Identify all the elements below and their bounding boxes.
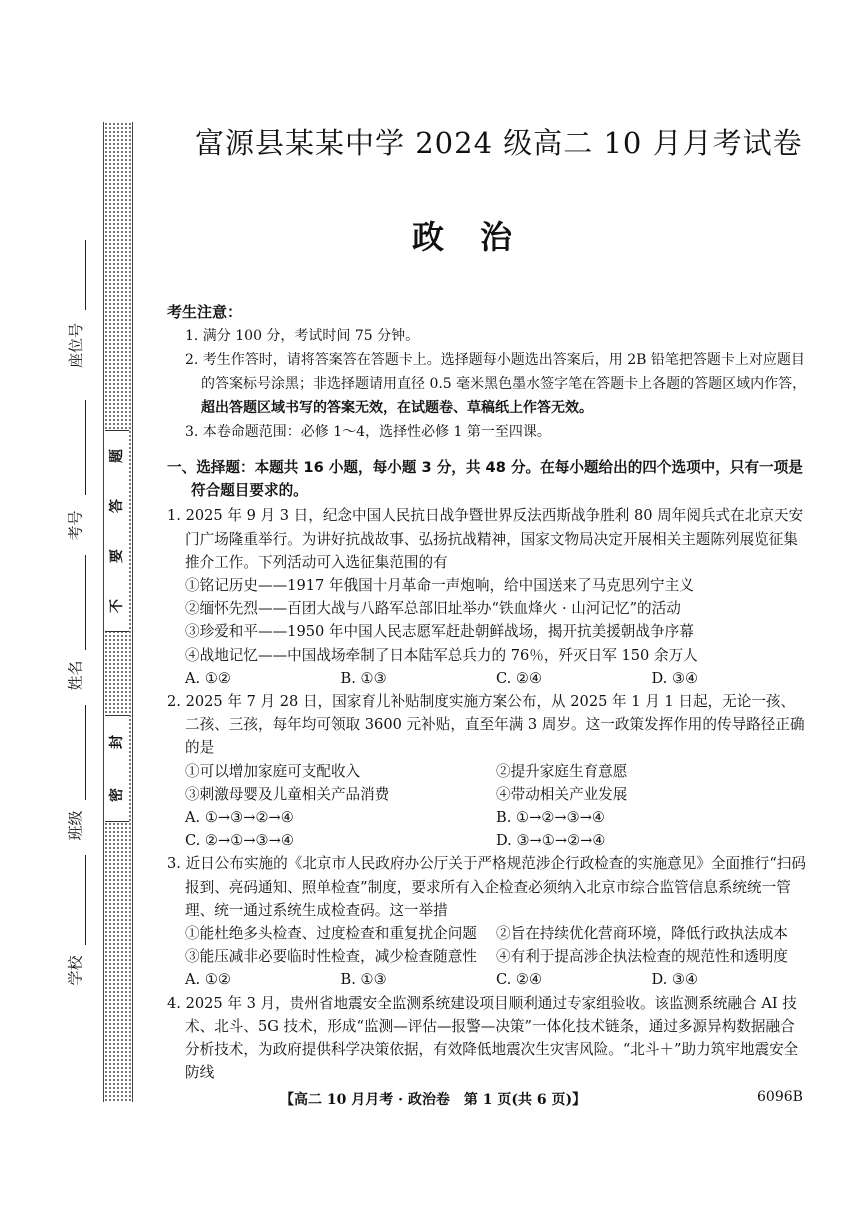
answer-choice: C. ②④ bbox=[496, 669, 543, 687]
option-grid bbox=[167, 760, 807, 806]
strip-char: 要 bbox=[109, 549, 125, 563]
paper-code: 6096B bbox=[757, 1089, 803, 1105]
answer-choice: B. ①③ bbox=[340, 669, 387, 687]
answer-choice: B. ①③ bbox=[340, 971, 387, 989]
question-option: ③刺激母婴及儿童相关产品消费 bbox=[185, 785, 390, 803]
strip-char: 封 bbox=[109, 735, 125, 750]
answer-choice: D. ③→①→②→④ bbox=[496, 832, 606, 850]
notice-item-bold: 超出答题区域书写的答案无效，在试题卷、草稿纸上作答无效。 bbox=[201, 400, 593, 416]
question-stem: 3. 近日公布实施的《北京市人民政府办公厅关于严格规范涉企行政检查的实施意见》全面推行“扫码报到、亮码通知、照单检查”制度，要求所有入企检查必须纳入北京市综合监管信息系统统一管理、统一通过系统生成检查码。这一举措 bbox=[167, 855, 806, 919]
strip-char: 题 bbox=[109, 449, 125, 463]
school-line bbox=[85, 855, 86, 945]
question-option: ③珍爱和平——1950 年中国人民志愿军赶赴朝鲜战场，揭开抗美援朝战争序幕 bbox=[185, 623, 694, 641]
strip-char: 答 bbox=[109, 499, 125, 513]
name-line bbox=[85, 555, 86, 650]
exam-number-field: 考号 bbox=[66, 510, 85, 541]
question-option: ④有利于提高涉企执法检查的规范性和透明度 bbox=[496, 948, 788, 966]
question-option: ②旨在持续优化营商环境，降低行政执法成本 bbox=[496, 925, 788, 943]
option-grid bbox=[167, 922, 807, 968]
notice-block bbox=[167, 300, 817, 444]
answer-choice: A. ①→③→②→④ bbox=[185, 809, 294, 827]
strip-char: 密 bbox=[109, 787, 125, 802]
school-field: 学校 bbox=[66, 955, 85, 986]
question-option: ④带动相关产业发展 bbox=[496, 785, 628, 803]
answer-choice: B. ①→②→③→④ bbox=[496, 809, 606, 827]
question-option: ②缅怀先烈——百团大战与八路军总部旧址举办“铁血烽火 · 山河记忆”的活动 bbox=[185, 600, 681, 618]
answer-choices bbox=[167, 968, 807, 991]
notice-heading: 考生注意： bbox=[167, 303, 243, 321]
question-section bbox=[167, 456, 807, 1084]
exam-title: 富源县某某中学 2024 级高二 10 月月考试卷 bbox=[195, 126, 803, 160]
notice-item: 3. 本卷命题范围：必修 1～4，选择性必修 1 第一至四课。 bbox=[185, 424, 551, 440]
question-option: ①铭记历史——1917 年俄国十月革命一声炮响，给中国送来了马克思列宁主义 bbox=[185, 577, 694, 595]
question-option: ①可以增加家庭可支配收入 bbox=[185, 762, 361, 780]
question-option: ④战地记忆——中国战场牵制了日本陆军总兵力的 76％，歼灭日军 150 余万人 bbox=[185, 646, 698, 664]
class-field: 班级 bbox=[66, 810, 85, 841]
seat-number-field: 座位号 bbox=[66, 322, 85, 369]
answer-choices bbox=[167, 667, 807, 690]
answer-choice: C. ②→①→③→④ bbox=[185, 832, 294, 850]
seat-number-line bbox=[85, 240, 86, 310]
answer-choice: D. ③④ bbox=[651, 971, 699, 989]
answer-choice: A. ①② bbox=[185, 669, 231, 687]
class-line bbox=[85, 705, 86, 800]
question-stem: 4. 2025 年 3 月，贵州省地震安全监测系统建设项目顺利通过专家组验收。该监测系统融合 AI 技术、北斗、5G 技术，形成“监测—评估—报警—决策”一体化技术链条，通过多源异构数据融合分析技术，为政府提供科学决策依据，有效降低地震次生灾害风险。“北斗＋”助力筑牢地震安全防线 bbox=[167, 994, 799, 1082]
strip-label-top bbox=[105, 430, 129, 632]
subject-title: 政治 bbox=[411, 218, 548, 256]
notice-item-text: 2. 考生作答时，请将答案答在答题卡上。选择题每小题选出答案后，用 2B 铅笔把答题卡上对应题目的答案标号涂黑；非选择题请用直径 0.5 毫米黑色墨水签字笔在答题卡上各题的答题区域内作答， bbox=[185, 352, 807, 392]
strip-char: 不 bbox=[109, 599, 125, 613]
strip-label-bottom bbox=[105, 715, 129, 822]
answer-choice: D. ③④ bbox=[651, 669, 699, 687]
question-stem: 2. 2025 年 7 月 28 日，国家育儿补贴制度实施方案公布，从 2025 年 1 月 1 日起，无论一孩、二孩、三孩，每年均可领取 3600 元补贴，直至年满 3 周岁。这一政策发挥作用的传导路径正确的是 bbox=[167, 693, 805, 757]
question-option: ③能压减非必要临时性检查，减少检查随意性 bbox=[185, 948, 477, 966]
exam-number-line bbox=[85, 400, 86, 495]
name-field: 姓名 bbox=[66, 660, 85, 691]
question-option: ②提升家庭生育意愿 bbox=[496, 762, 628, 780]
page-footer: 【高二 10 月月考 · 政治卷 第 1 页(共 6 页)】 bbox=[280, 1092, 587, 1108]
question-stem: 1. 2025 年 9 月 3 日，纪念中国人民抗日战争暨世界反法西斯战争胜利 80 周年阅兵式在北京天安门广场隆重举行。为讲好抗战故事、弘扬抗战精神，国家文物局决定开展相关主题陈列展览征集推介工作。下列活动可入选征集范围的有 bbox=[167, 507, 804, 571]
notice-item bbox=[167, 348, 817, 420]
answer-choice: A. ①② bbox=[185, 971, 231, 989]
answer-choice: C. ②④ bbox=[496, 971, 543, 989]
notice-item: 1. 满分 100 分，考试时间 75 分钟。 bbox=[185, 328, 420, 344]
question-option: ①能杜绝多头检查、过度检查和重复扰企问题 bbox=[185, 925, 477, 943]
answer-choices bbox=[167, 806, 807, 852]
section-heading: 一、选择题：本题共 16 小题，每小题 3 分，共 48 分。在每小题给出的四个选项中，只有一项是符合题目要求的。 bbox=[167, 459, 803, 500]
